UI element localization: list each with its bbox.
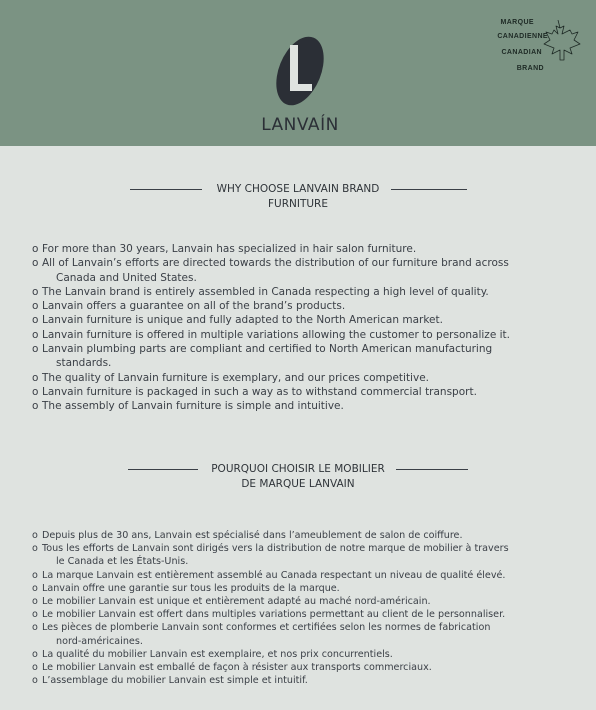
french-heading bbox=[0, 462, 596, 492]
canadian-brand-badge bbox=[490, 14, 580, 84]
list-item: o The Lanvain brand is entirely assembled in Canada respecting a high level of quality. bbox=[32, 285, 572, 299]
header-banner bbox=[0, 0, 596, 146]
french-heading-line2: DE MARQUE LANVAIN bbox=[241, 478, 355, 490]
list-item: o L’assemblage du mobilier Lanvain est simple et intuitif. bbox=[32, 674, 572, 687]
badge-line-canadienne: CANADIENNE bbox=[497, 33, 548, 40]
list-item: o For more than 30 years, Lanvain has specialized in hair salon furniture. bbox=[32, 242, 572, 256]
list-item: o Lanvain offers a guarantee on all of the brand’s products. bbox=[32, 299, 572, 313]
badge-line-brand: BRAND bbox=[516, 65, 544, 72]
maple-leaf-icon bbox=[542, 20, 582, 80]
list-item: o Le mobilier Lanvain est unique et entièrement adapté au maché nord-américain. bbox=[32, 595, 572, 608]
list-item: o The quality of Lanvain furniture is exemplary, and our prices competitive. bbox=[32, 371, 572, 385]
french-benefits-list bbox=[32, 529, 572, 687]
list-item: o Les pièces de plomberie Lanvain sont conformes et certifiées selon les normes de fabrication nord-américaines. bbox=[32, 621, 572, 647]
badge-line-marque: MARQUE bbox=[500, 19, 534, 26]
list-item: o Lanvain plumbing parts are compliant and certified to North American manufacturing standards. bbox=[32, 342, 572, 371]
french-heading-line1: POURQUOI CHOISIR LE MOBILIER bbox=[211, 463, 385, 475]
list-item: o Depuis plus de 30 ans, Lanvain est spécialisé dans l’ameublement de salon de coiffure. bbox=[32, 529, 572, 542]
list-item: o Lanvain offre une garantie sur tous les produits de la marque. bbox=[32, 582, 572, 595]
english-heading-line2: FURNITURE bbox=[267, 198, 328, 210]
english-heading-line1: WHY CHOOSE LANVAIN BRAND bbox=[216, 183, 380, 195]
english-benefits-list bbox=[32, 242, 572, 414]
list-item: o The assembly of Lanvain furniture is simple and intuitive. bbox=[32, 399, 572, 413]
list-item: o Lanvain furniture is offered in multiple variations allowing the customer to personalize it. bbox=[32, 328, 572, 342]
list-item: o Tous les efforts de Lanvain sont dirigés vers la distribution de notre marque de mobilier à travers le Canada et les États-Unis. bbox=[32, 542, 572, 568]
lanvain-logo-mark-icon bbox=[268, 34, 332, 108]
brand-name: LANVAÍN bbox=[261, 115, 339, 135]
list-item: o La marque Lanvain est entièrement assemblé au Canada respectant un niveau de qualité élevé. bbox=[32, 569, 572, 582]
lanvain-logo bbox=[250, 34, 350, 138]
english-heading bbox=[0, 182, 596, 212]
list-item: o Le mobilier Lanvain est offert dans multiples variations permettant au client de le personnaliser. bbox=[32, 608, 572, 621]
list-item: o Lanvain furniture is unique and fully adapted to the North American market. bbox=[32, 313, 572, 327]
list-item: o All of Lanvain’s efforts are directed towards the distribution of our furniture brand across Canada and United States. bbox=[32, 256, 572, 285]
list-item: o Lanvain furniture is packaged in such a way as to withstand commercial transport. bbox=[32, 385, 572, 399]
list-item: o La qualité du mobilier Lanvain est exemplaire, et nos prix concurrentiels. bbox=[32, 648, 572, 661]
list-item: o Le mobilier Lanvain est emballé de façon à résister aux transports commerciaux. bbox=[32, 661, 572, 674]
badge-line-canadian: CANADIAN bbox=[501, 49, 542, 56]
